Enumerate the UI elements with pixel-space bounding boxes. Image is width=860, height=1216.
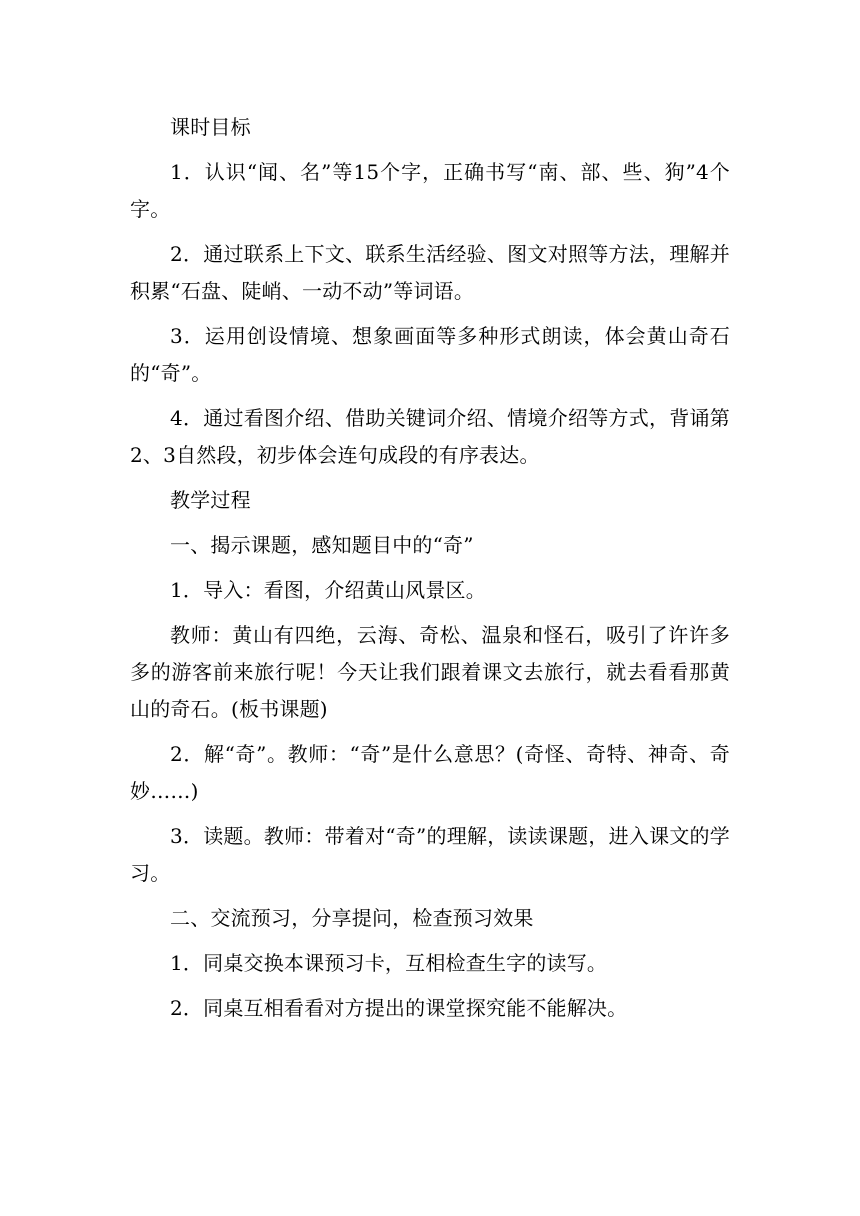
objective-item-4: 4．通过看图介绍、借助关键词介绍、情境介绍等方式，背诵第2、3自然段，初步体会连句成段的有序表达。 (130, 406, 730, 467)
process-step-1-2: 2．解“奇”。教师：“奇”是什么意思？(奇怪、奇特、神奇、奇妙……) (130, 742, 730, 803)
process-part-2-title: 二、交流预习，分享提问，检查预习效果 (170, 906, 534, 930)
objective-item-2: 2．通过联系上下文、联系生活经验、图文对照等方法，理解并积累“石盘、陡峭、一动不动”等词语。 (130, 242, 730, 303)
process-step-2-1: 1．同桌交换本课预习卡，互相检查生字的读写。 (170, 951, 608, 975)
process-step-2-2: 2．同桌互相看看对方提出的课堂探究能不能解决。 (170, 996, 628, 1020)
section-heading-objectives: 课时目标 (170, 115, 251, 139)
process-step-1-3: 3．读题。教师：带着对“奇”的理解，读读课题，进入课文的学习。 (130, 824, 730, 885)
objective-item-3: 3．运用创设情境、想象画面等多种形式朗读，体会黄山奇石的“奇”。 (130, 324, 730, 385)
document-page (130, 109, 730, 1035)
process-step-1-1: 1．导入：看图，介绍黄山风景区。 (170, 578, 486, 602)
teacher-remark-1: 教师：黄山有四绝，云海、奇松、温泉和怪石，吸引了许许多多的游客前来旅行呢！今天让我们跟着课文去旅行，就去看看那黄山的奇石。(板书课题) (130, 623, 730, 721)
objective-item-1: 1．认识“闻、名”等15个字，正确书写“南、部、些、狗”4个字。 (130, 160, 730, 221)
section-heading-process: 教学过程 (170, 488, 251, 512)
process-part-1-title: 一、揭示课题，感知题目中的“奇” (170, 533, 474, 557)
